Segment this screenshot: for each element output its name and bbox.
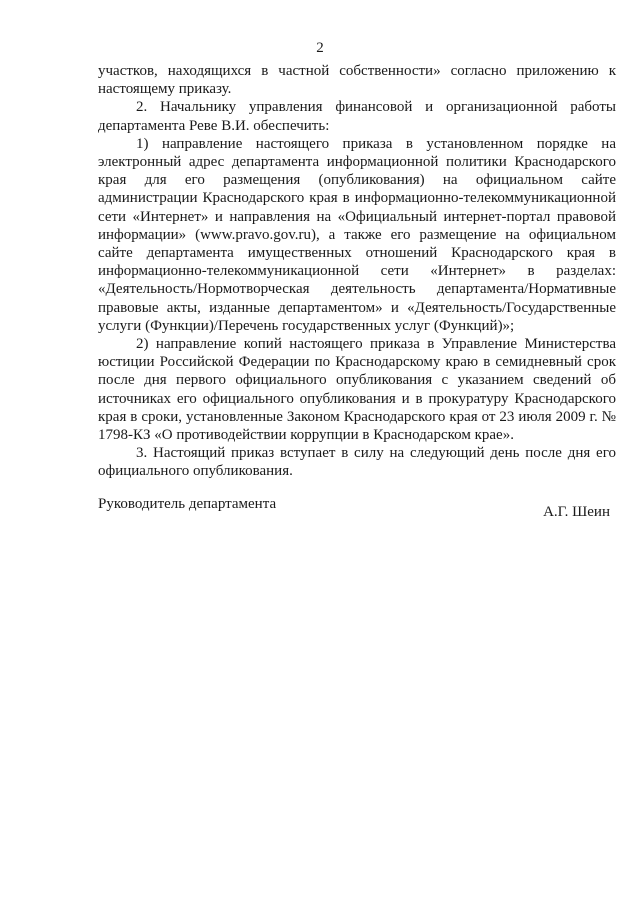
paragraph-subitem-2: 2) направление копий настоящего приказа в Управление Министерства юстиции Российской Федерации по Краснодарскому краю в семидневный срок после дня первого официального опубликования с указанием сведений об источниках его официального опубликования и в прокуратуру Краснодарского края в сроки, установленные Законом Краснодарского края от 23 июля 2009 г. № 1798-КЗ «О противодействии коррупции в Краснодарском крае». [98, 336, 616, 444]
paragraph-item-2: 2. Начальнику управления финансовой и организационной работы департамента Реве В.И. обеспечить: [98, 99, 616, 134]
signature-block [98, 496, 616, 520]
page-number: 2 [316, 40, 324, 56]
signatory-name: А.Г. Шеин [543, 504, 610, 520]
document-body [98, 62, 616, 481]
paragraph-continuation: участков, находящихся в частной собственности» согласно приложению к настоящему приказу. [98, 63, 616, 98]
paragraph-item-3: 3. Настоящий приказ вступает в силу на следующий день после дня его официального опубликования. [98, 445, 616, 480]
paragraph-subitem-1: 1) направление настоящего приказа в установленном порядке на электронный адрес департамента информационной политики Краснодарского края для его размещения (опубликования) на официальном сайте администрации Краснодарского края в информационно-телекоммуникационной сети «Интернет» и направления на «Официальный интернет-портал правовой информации» (www.pravo.gov.ru), а также его размещение на официальном сайте департамента имущественных отношений Краснодарского края в информационно-телекоммуникационной сети «Интернет» в разделах: «Деятельность/Нормотворческая деятельность департамента/Нормативные правовые акты, изданные департаментом» и «Деятельность/Государственные услуги (Функции)/Перечень государственных услуг (Функций)»; [98, 135, 616, 334]
signatory-title: Руководитель департамента [98, 496, 277, 512]
